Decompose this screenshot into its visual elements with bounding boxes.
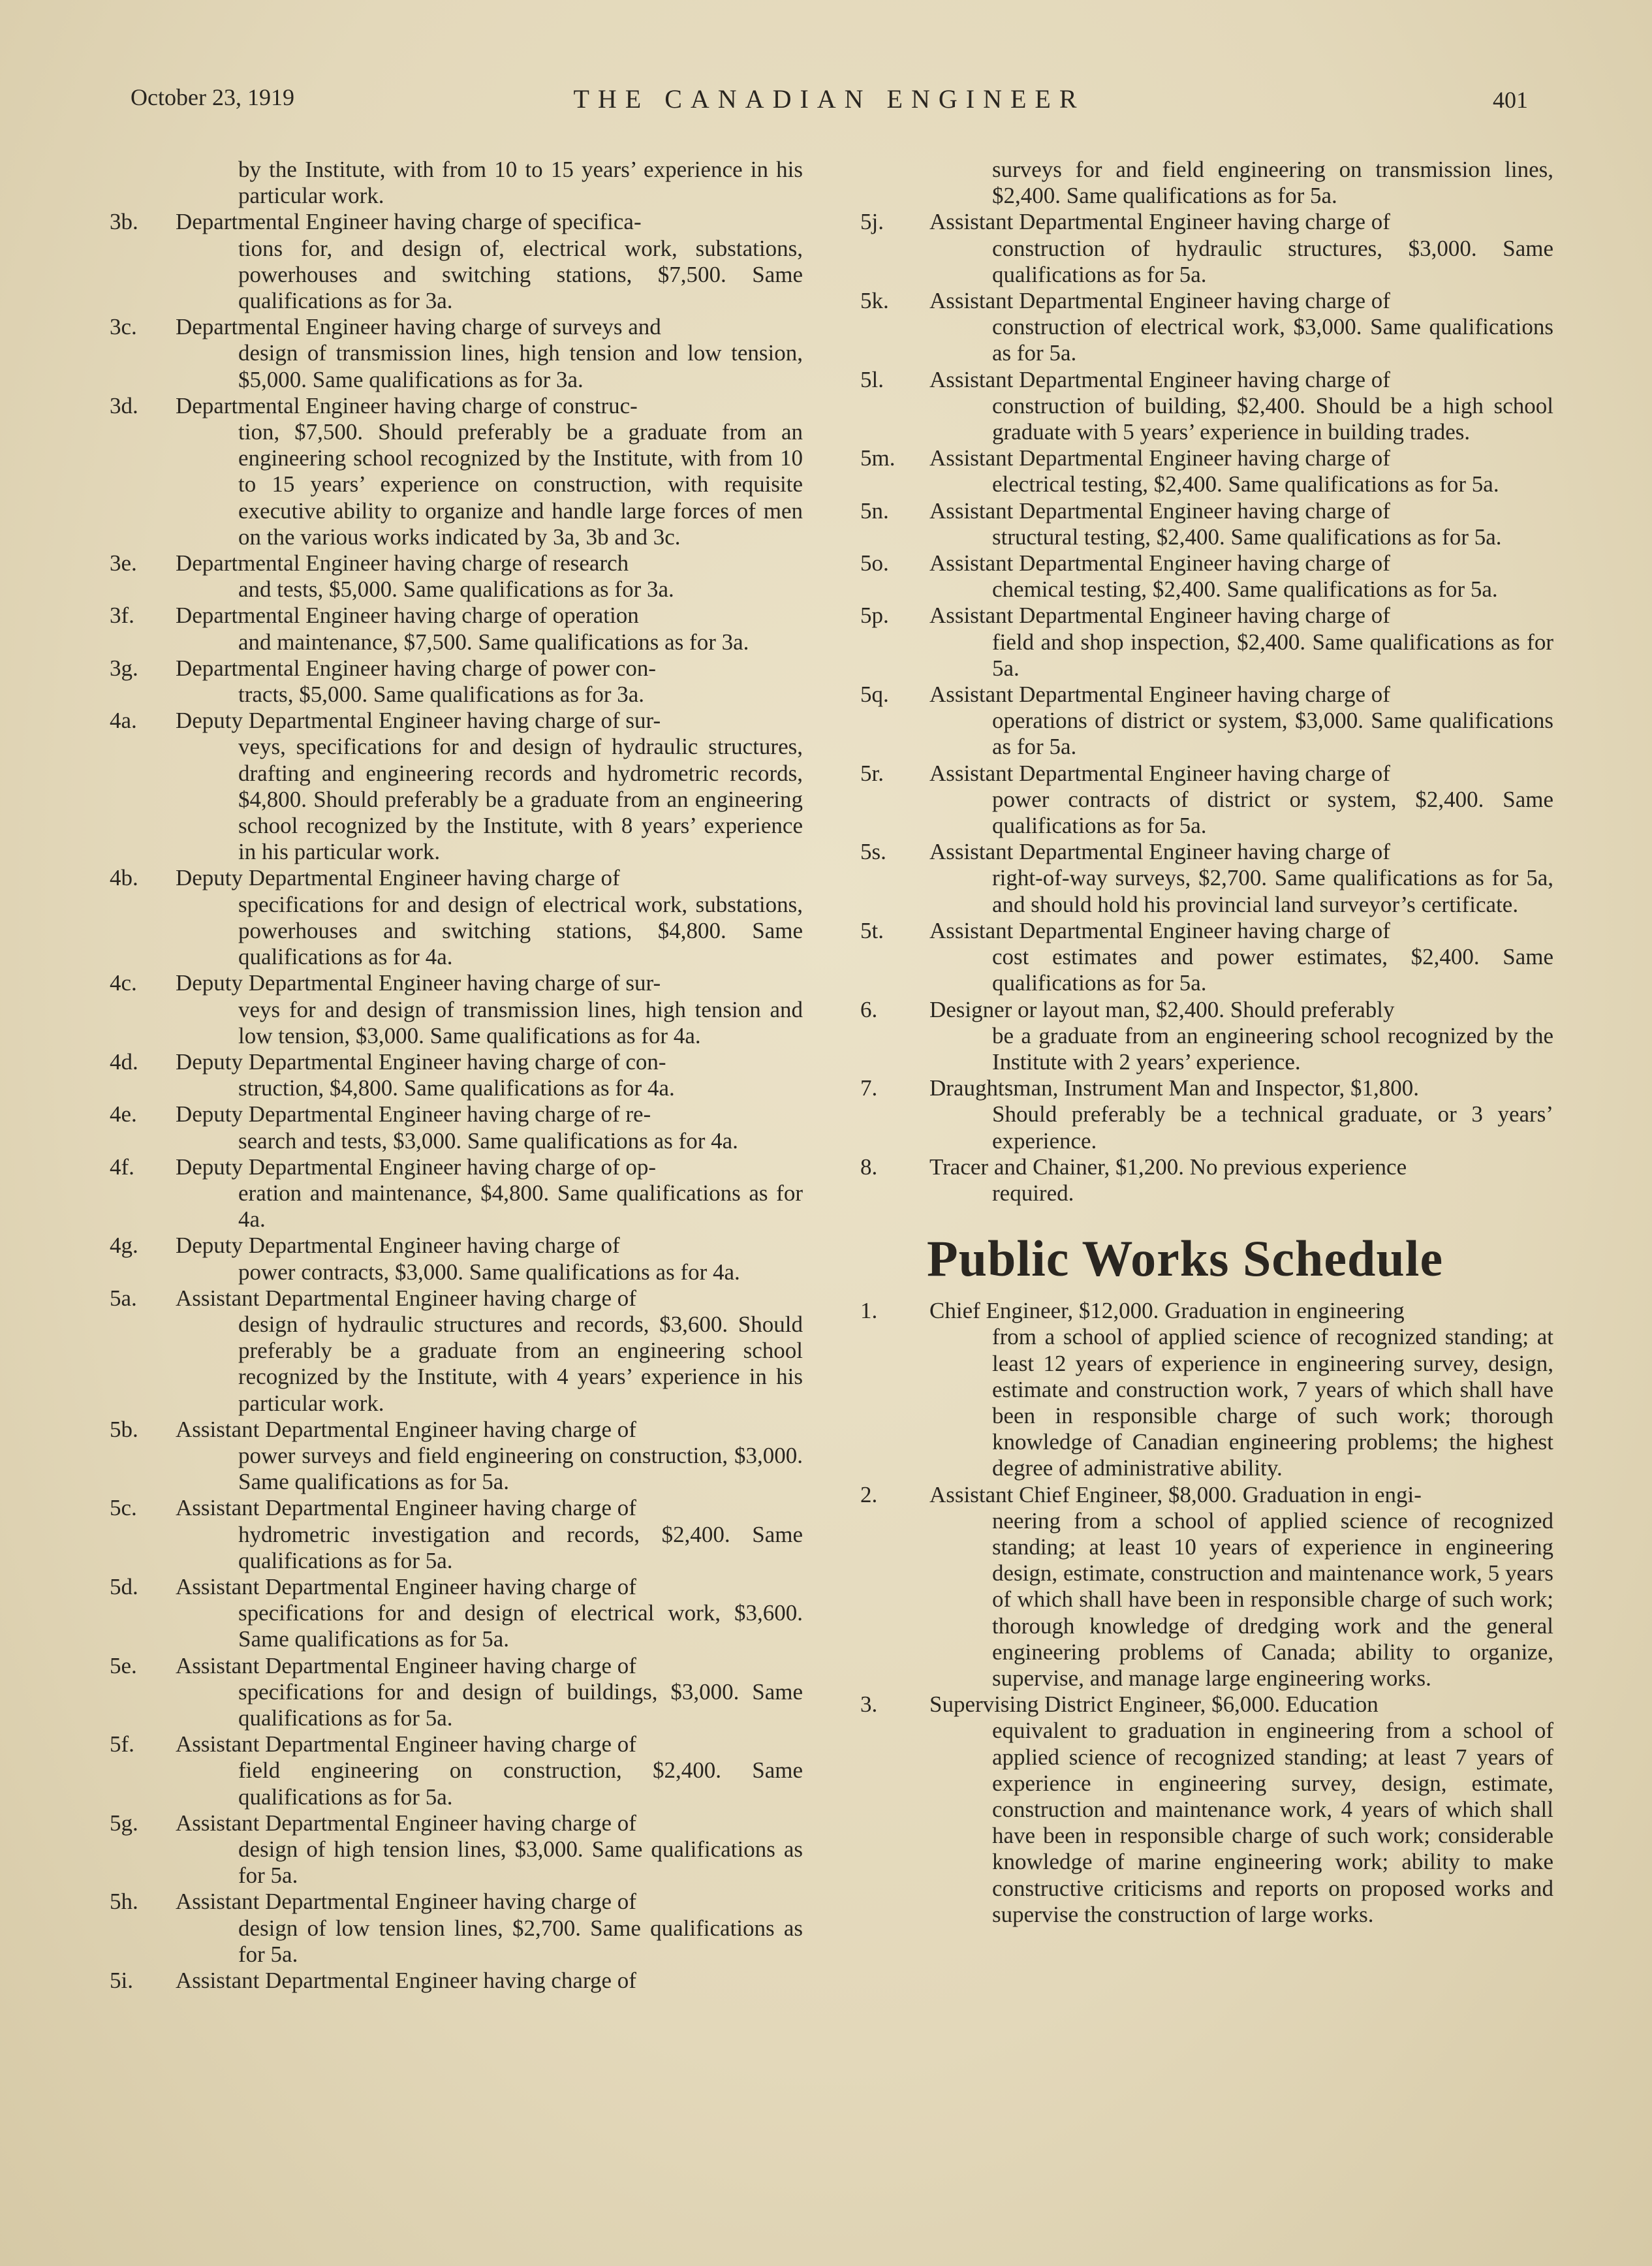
section-title: Public Works Schedule	[927, 1230, 1444, 1287]
item-heading: Deputy Departmental Engineer having charge of	[176, 1233, 620, 1259]
item-description: tion, $7,500. Should preferably be a graduate from an engineering school recognized by the Institute, with from 10 to 15 years’ experience on construction, with requisite executive ability to organize and handle large forces of men on the various works indicated by 3a, 3b and 3c.	[238, 419, 803, 550]
item-heading: Assistant Departmental Engineer having charge of	[929, 682, 1390, 708]
item-description: struction, $4,800. Same qualifications as for 4a.	[238, 1075, 675, 1101]
list-item	[104, 550, 803, 603]
item-description: construction of building, $2,400. Should be a high school graduate with 5 years’ experience in building trades.	[992, 392, 1553, 445]
item-heading: Assistant Departmental Engineer having charge of	[929, 550, 1390, 576]
list-item	[855, 1154, 1553, 1206]
item-heading: Assistant Departmental Engineer having charge of	[176, 1889, 636, 1915]
item-description: specifications for and design of electrical work, $3,600. Same qualifications as for 5a.	[238, 1600, 803, 1652]
item-number: 5c.	[110, 1495, 137, 1521]
list-item	[855, 603, 1553, 682]
item-number: 5p.	[860, 603, 889, 629]
item-heading: Assistant Departmental Engineer having charge of	[929, 839, 1390, 865]
list-item	[104, 209, 803, 314]
item-heading: Assistant Departmental Engineer having charge of	[176, 1573, 636, 1599]
list-item	[855, 445, 1553, 497]
list-item	[104, 865, 803, 970]
item-heading: Deputy Departmental Engineer having charge of sur-	[176, 708, 661, 734]
item-heading: Assistant Departmental Engineer having charge of	[176, 1416, 636, 1442]
item-description: field and shop inspection, $2,400. Same qualifications as for 5a.	[992, 629, 1553, 681]
item-number: 5d.	[110, 1573, 138, 1599]
item-number: 1.	[860, 1298, 878, 1324]
list-item	[104, 1154, 803, 1233]
item-description: Should preferably be a technical graduate, or 3 years’ experience.	[992, 1101, 1553, 1154]
list-item	[104, 603, 803, 655]
item-heading: Deputy Departmental Engineer having charge of sur-	[176, 970, 661, 996]
list-item	[855, 761, 1553, 840]
item-number: 4b.	[110, 865, 138, 891]
item-number: 5m.	[860, 445, 896, 471]
item-description: specifications for and design of buildings, $3,000. Same qualifications as for 5a.	[238, 1678, 803, 1731]
item-description: power contracts of district or system, $2,400. Same qualifications as for 5a.	[992, 786, 1553, 839]
item-description: design of low tension lines, $2,700. Same qualifications as for 5a.	[238, 1915, 803, 1967]
page-number: 401	[1493, 87, 1528, 113]
item-heading: Supervising District Engineer, $6,000. Education	[929, 1692, 1379, 1718]
item-heading: Deputy Departmental Engineer having charge of op-	[176, 1154, 657, 1180]
item-number: 4a.	[110, 708, 137, 734]
item-number: 5f.	[110, 1731, 134, 1757]
item-heading: Assistant Departmental Engineer having charge of	[176, 1810, 636, 1836]
item-heading: Designer or layout man, $2,400. Should preferably	[929, 996, 1395, 1022]
list-item	[104, 393, 803, 550]
item-heading: Assistant Departmental Engineer having charge of	[929, 917, 1390, 943]
item-heading: Assistant Departmental Engineer having charge of	[929, 366, 1390, 392]
item-number: 5l.	[860, 366, 884, 392]
item-description: power contracts, $3,000. Same qualifications as for 4a.	[238, 1259, 740, 1285]
list-item	[855, 839, 1553, 918]
list-item	[855, 209, 1553, 288]
list-item	[104, 1653, 803, 1732]
list-item	[104, 1233, 803, 1285]
list-item	[104, 1968, 803, 1994]
continuation-text: surveys for and field engineering on transmission lines, $2,400. Same qualifications as for 5a.	[992, 157, 1553, 209]
header-date: October 23, 1919	[131, 84, 294, 110]
item-description: right-of-way surveys, $2,700. Same qualifications as for 5a, and should hold his provincial land surveyor’s certificate.	[992, 865, 1553, 917]
list-item	[855, 682, 1553, 761]
item-number: 5r.	[860, 760, 884, 786]
list-item	[104, 1049, 803, 1101]
item-heading: Assistant Departmental Engineer having charge of	[929, 288, 1390, 314]
list-item	[104, 1889, 803, 1968]
item-description: design of transmission lines, high tension and low tension, $5,000. Same qualifications as for 3a.	[238, 340, 803, 392]
item-description: chemical testing, $2,400. Same qualifications as for 5a.	[992, 576, 1498, 603]
item-heading: Assistant Departmental Engineer having charge of	[929, 445, 1390, 471]
item-description: construction of hydraulic structures, $3,000. Same qualifications as for 5a.	[992, 235, 1553, 287]
item-description: operations of district or system, $3,000. Same qualifications as for 5a.	[992, 708, 1553, 760]
item-number: 5t.	[860, 917, 884, 943]
item-number: 8.	[860, 1154, 878, 1180]
item-number: 6.	[860, 996, 878, 1022]
item-description: from a school of applied science of recognized standing; at least 12 years of experience in engineering survey, design, estimate and construction work, 7 years of which shall have been in responsible charge of such work; thorough knowledge of Canadian engineering problems; the highest degree of administrative ability.	[992, 1324, 1553, 1481]
item-number: 5o.	[860, 550, 889, 576]
list-item	[855, 1692, 1553, 1928]
item-number: 3e.	[110, 550, 137, 576]
list-item	[855, 997, 1553, 1076]
item-heading: Assistant Departmental Engineer having charge of	[929, 603, 1390, 629]
list-item	[855, 1482, 1553, 1692]
item-number: 5a.	[110, 1285, 137, 1311]
item-heading: Deputy Departmental Engineer having charge of con-	[176, 1048, 666, 1075]
item-heading: Deputy Departmental Engineer having charge of re-	[176, 1101, 651, 1127]
list-item	[855, 1298, 1553, 1481]
item-description: design of hydraulic structures and records, $3,600. Should preferably be a graduate from an engineering school recognized by the Institute, with 4 years’ experience in his particular work.	[238, 1311, 803, 1416]
item-number: 5k.	[860, 288, 889, 314]
item-description: tracts, $5,000. Same qualifications as for 3a.	[238, 682, 645, 708]
item-number: 5n.	[860, 497, 889, 524]
list-item	[104, 708, 803, 865]
left-column	[104, 157, 803, 1994]
item-description: hydrometric investigation and records, $2,400. Same qualifications as for 5a.	[238, 1521, 803, 1573]
right-column	[855, 157, 1553, 1928]
list-item	[104, 970, 803, 1049]
entry-list	[855, 209, 1553, 1206]
item-heading: Departmental Engineer having charge of surveys and	[176, 314, 661, 340]
list-item	[104, 1810, 803, 1889]
list-item	[104, 314, 803, 393]
list-item	[104, 1574, 803, 1653]
item-number: 4d.	[110, 1048, 138, 1075]
item-description: cost estimates and power estimates, $2,400. Same qualifications as for 5a.	[992, 944, 1553, 996]
item-number: 4g.	[110, 1233, 138, 1259]
item-description: neering from a school of applied science of recognized standing; at least 10 years of experience in engineering design, estimate, construction and maintenance work, 5 years of which shall have been in responsible charge of such work; thorough knowledge of dredging work and the general engineering problems of Canada; ability to organize, supervise, and manage large engineering works.	[992, 1507, 1553, 1691]
item-number: 3f.	[110, 603, 134, 629]
page-header	[131, 84, 1528, 123]
item-heading: Tracer and Chainer, $1,200. No previous experience	[929, 1154, 1407, 1180]
item-heading: Assistant Departmental Engineer having charge of	[929, 209, 1390, 235]
item-description: structural testing, $2,400. Same qualifications as for 5a.	[992, 524, 1502, 550]
item-heading: Assistant Departmental Engineer having charge of	[176, 1495, 636, 1521]
item-description: design of high tension lines, $3,000. Same qualifications as for 5a.	[238, 1836, 803, 1889]
item-number: 5i.	[110, 1968, 133, 1994]
item-heading: Assistant Departmental Engineer having charge of	[176, 1731, 636, 1757]
item-number: 4c.	[110, 970, 137, 996]
item-description: tions for, and design of, electrical work, substations, powerhouses and switching stations, $7,500. Same qualifications as for 3a.	[238, 235, 803, 314]
item-description: required.	[992, 1180, 1074, 1206]
item-heading: Departmental Engineer having charge of operation	[176, 603, 639, 629]
item-number: 3d.	[110, 392, 138, 418]
item-number: 5j.	[860, 209, 884, 235]
item-description: eration and maintenance, $4,800. Same qualifications as for 4a.	[238, 1180, 803, 1233]
item-heading: Assistant Departmental Engineer having charge of	[929, 760, 1390, 786]
item-number: 3.	[860, 1692, 878, 1718]
item-description: search and tests, $3,000. Same qualifications as for 4a.	[238, 1127, 738, 1154]
list-item	[855, 498, 1553, 550]
item-number: 3c.	[110, 314, 137, 340]
schedule-list	[855, 1298, 1553, 1928]
list-item	[855, 918, 1553, 997]
item-number: 4f.	[110, 1154, 134, 1180]
list-item	[104, 1101, 803, 1154]
list-item	[104, 1495, 803, 1574]
item-number: 5g.	[110, 1810, 138, 1836]
item-description: and tests, $5,000. Same qualifications as for 3a.	[238, 576, 674, 603]
item-number: 7.	[860, 1075, 878, 1101]
item-number: 5b.	[110, 1416, 138, 1442]
item-description: construction of electrical work, $3,000. Same qualifications as for 5a.	[992, 314, 1553, 366]
item-number: 2.	[860, 1481, 878, 1507]
item-heading: Chief Engineer, $12,000. Graduation in engineering	[929, 1298, 1405, 1324]
item-number: 5h.	[110, 1889, 138, 1915]
list-item	[104, 655, 803, 708]
list-item	[104, 1285, 803, 1417]
list-item	[104, 1731, 803, 1810]
item-heading: Deputy Departmental Engineer having charge of	[176, 865, 620, 891]
item-number: 5q.	[860, 682, 889, 708]
item-number: 4e.	[110, 1101, 137, 1127]
item-number: 3b.	[110, 209, 138, 235]
list-item	[104, 1417, 803, 1496]
item-heading: Assistant Departmental Engineer having charge of	[929, 497, 1390, 524]
item-heading: Assistant Departmental Engineer having charge of	[176, 1968, 636, 1994]
item-description: and maintenance, $7,500. Same qualifications as for 3a.	[238, 629, 749, 655]
item-description: be a graduate from an engineering school recognized by the Institute with 2 years’ experience.	[992, 1022, 1553, 1075]
item-description: field engineering on construction, $2,400. Same qualifications as for 5a.	[238, 1757, 803, 1810]
item-number: 3g.	[110, 655, 138, 681]
item-heading: Draughtsman, Instrument Man and Inspector, $1,800.	[929, 1075, 1419, 1101]
item-heading: Assistant Departmental Engineer having charge of	[176, 1285, 636, 1311]
item-description: veys, specifications for and design of hydraulic structures, drafting and engineering records and hydrometric records, $4,800. Should preferably be a graduate from an engineering school recognized by the Institute, with 8 years’ experience in his particular work.	[238, 734, 803, 865]
item-description: specifications for and design of electrical work, substations, powerhouses and switching stations, $4,800. Same qualifications as for 4a.	[238, 891, 803, 970]
item-description: equivalent to graduation in engineering from a school of applied science of recognized standing; at least 7 years of experience in engineering survey, design, estimate, construction and maintenance work, 4 years of which shall have been in responsible charge of such work; considerable knowledge of marine engineering work; ability to make constructive criticisms and reports on proposed works and supervise the construction of large works.	[992, 1718, 1553, 1927]
item-number: 5s.	[860, 839, 886, 865]
continuation-text: by the Institute, with from 10 to 15 years’ experience in his particular work.	[238, 157, 803, 209]
item-heading: Assistant Chief Engineer, $8,000. Graduation in engi-	[929, 1481, 1422, 1507]
item-description: electrical testing, $2,400. Same qualifications as for 5a.	[992, 471, 1499, 497]
item-description: power surveys and field engineering on construction, $3,000. Same qualifications as for 5a.	[238, 1442, 803, 1495]
item-heading: Departmental Engineer having charge of construc-	[176, 392, 638, 418]
item-heading: Assistant Departmental Engineer having charge of	[176, 1652, 636, 1678]
list-item	[855, 550, 1553, 603]
item-heading: Departmental Engineer having charge of research	[176, 550, 629, 576]
journal-title: THE CANADIAN ENGINEER	[573, 84, 1085, 114]
list-item	[855, 367, 1553, 446]
list-item	[855, 1075, 1553, 1154]
item-description: veys for and design of transmission lines, high tension and low tension, $3,000. Same qualifications as for 4a.	[238, 996, 803, 1048]
item-heading: Departmental Engineer having charge of specifica-	[176, 209, 642, 235]
item-heading: Departmental Engineer having charge of power con-	[176, 655, 656, 681]
list-item	[855, 288, 1553, 367]
item-number: 5e.	[110, 1652, 137, 1678]
